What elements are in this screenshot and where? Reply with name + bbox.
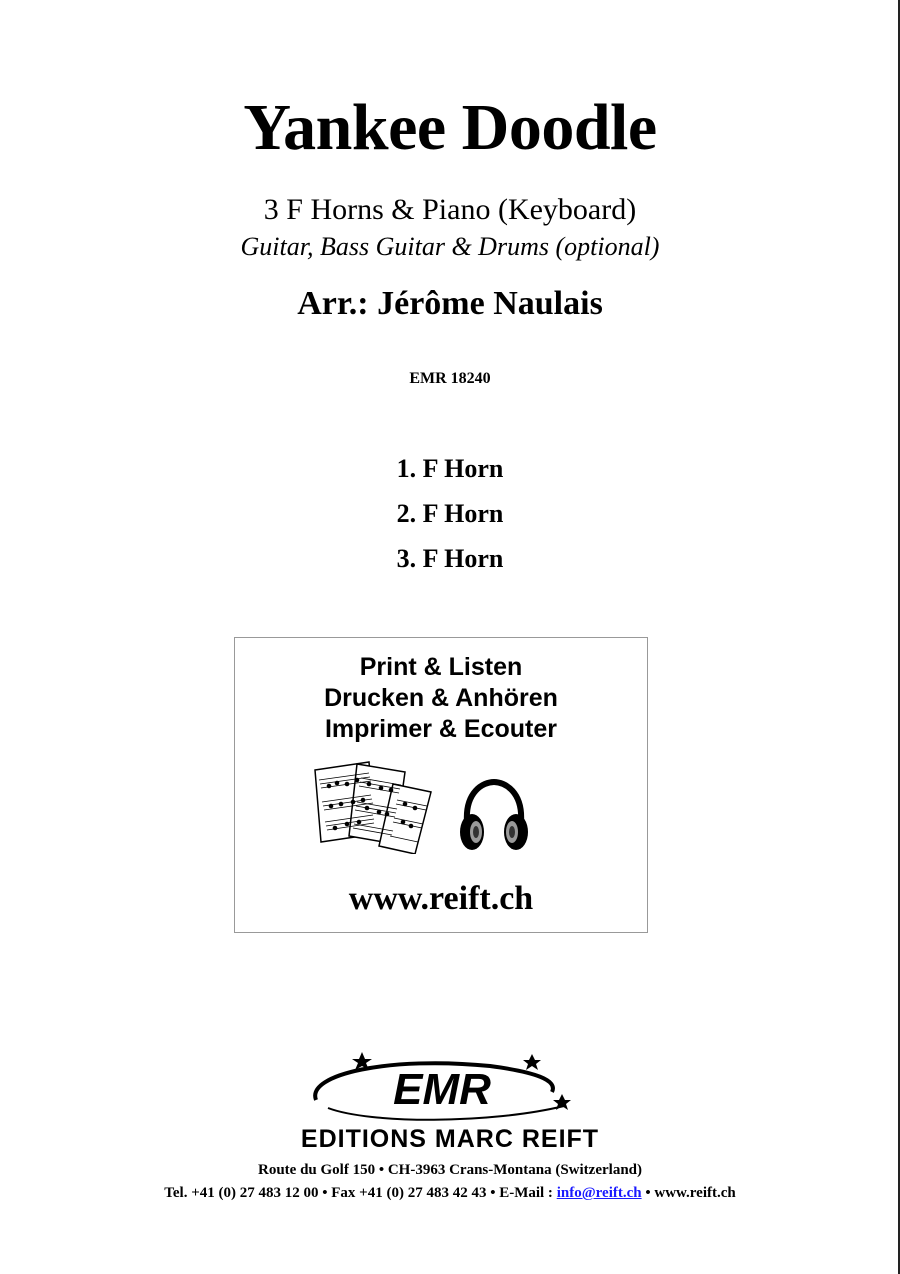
- instrumentation: 3 F Horns & Piano (Keyboard): [263, 193, 637, 226]
- publisher-contact: [0, 1183, 900, 1203]
- promo-line-german: Drucken & Anhören: [324, 684, 558, 712]
- part-item: 1. F Horn: [396, 454, 504, 483]
- publisher-address: Route du Golf 150 • CH-3963 Crans-Montana (Switzerland): [258, 1162, 642, 1178]
- email-link[interactable]: info@reift.ch: [556, 1185, 642, 1201]
- emr-logo-text: EMR: [393, 1065, 491, 1114]
- part-item: 3. F Horn: [396, 544, 504, 573]
- publisher-name: EDITIONS MARC REIFT: [300, 1125, 600, 1153]
- sheet-music-icon: [309, 758, 435, 854]
- part-item: 2. F Horn: [396, 499, 504, 528]
- headphones-icon: [457, 778, 531, 856]
- parts-list: [0, 446, 900, 581]
- emr-logo: [300, 1050, 580, 1128]
- promo-url[interactable]: www.reift.ch: [348, 880, 534, 917]
- catalog-number: EMR 18240: [409, 370, 491, 387]
- promo-lines: [235, 652, 647, 745]
- contact-phone-fax: Tel. +41 (0) 27 483 12 00 • Fax +41 (0) 27 483 42 43 • E-Mail :: [164, 1185, 553, 1201]
- promo-line-english: Print & Listen: [359, 653, 523, 681]
- print-listen-box: [234, 637, 648, 933]
- contact-website[interactable]: • www.reift.ch: [645, 1185, 736, 1201]
- promo-line-french: Imprimer & Ecouter: [324, 715, 557, 743]
- optional-instruments: Guitar, Bass Guitar & Drums (optional): [240, 232, 660, 261]
- arranger: Arr.: Jérôme Naulais: [297, 285, 603, 322]
- page-title: Yankee Doodle: [243, 91, 657, 164]
